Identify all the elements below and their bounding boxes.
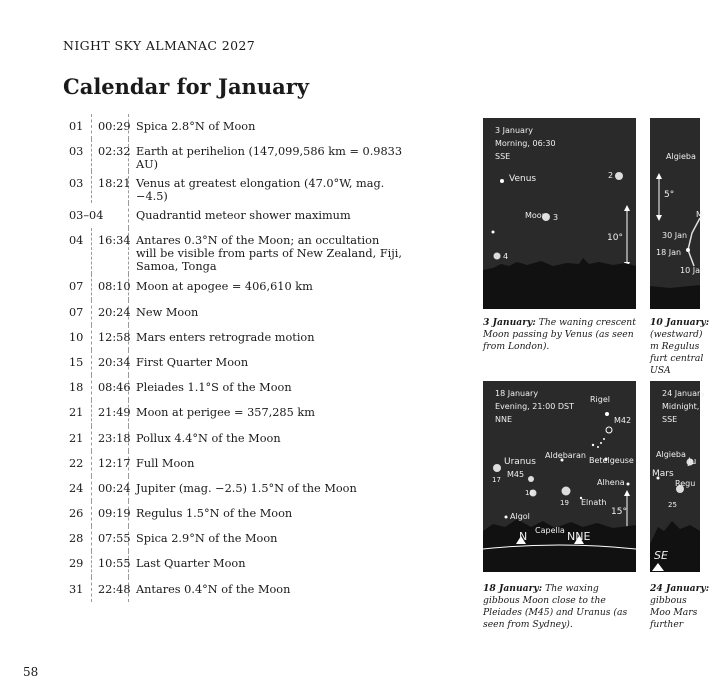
moon-2-label: 2 <box>608 171 614 180</box>
moon-19-label: 19 <box>560 499 569 507</box>
caption-24-january: 24 January: gibbous Moo Mars further <box>650 583 710 630</box>
aldebaran-label: Aldebaran <box>545 451 586 460</box>
moon-4-label: 4 <box>503 252 509 261</box>
calendar-row <box>63 350 403 375</box>
jan10-label: 10 Ja <box>680 266 700 275</box>
panel-date: 3 January <box>495 126 533 135</box>
calendar-date: 21 <box>63 426 92 451</box>
calendar-time: 00:29 <box>92 114 129 139</box>
calendar-date: 18 <box>63 375 92 400</box>
mars-label: Mars <box>652 469 674 479</box>
calendar-event: Spica 2.8°N of Moon <box>136 120 256 133</box>
elnath-label: Elnath <box>581 498 607 507</box>
panel-time: Midnight, <box>662 402 700 411</box>
venus-dot <box>500 179 504 183</box>
panel-date: 24 January <box>662 389 706 398</box>
calendar-time: 10:55 <box>92 551 129 576</box>
calendar-event: Last Quarter Moon <box>136 557 246 571</box>
calendar-row <box>63 139 403 171</box>
sky-chart-18-january <box>483 381 636 572</box>
calendar-row <box>63 551 403 576</box>
n-label: N <box>519 530 528 543</box>
calendar-row <box>63 501 403 526</box>
calendar-time: 08:10 <box>92 274 129 299</box>
calendar-row <box>63 325 403 350</box>
calendar-event: Regulus 1.5°N of the Moon <box>136 507 293 521</box>
algieba-label: Algieba <box>666 152 696 161</box>
calendar-row <box>63 171 403 203</box>
calendar-row <box>63 375 403 400</box>
moon-18-label: 18 <box>525 489 534 497</box>
page-number: 58 <box>23 665 39 679</box>
panel-direction: SSE <box>662 415 678 424</box>
algieba-label: Algieba <box>656 450 686 459</box>
calendar-time: 18:21 <box>92 171 129 203</box>
calendar-event: Moon at perigee = 357,285 km <box>136 406 315 420</box>
calendar-date: 03–04 <box>63 203 129 228</box>
sky-chart-3-january <box>483 118 636 309</box>
panel-direction: SSE <box>495 152 511 161</box>
jan30-label: 30 Jan <box>662 231 688 240</box>
regu-label: Regu <box>675 479 696 488</box>
capella-label: Capella <box>535 526 565 535</box>
scale-label: 10° <box>607 233 623 243</box>
m-label: M <box>696 210 703 219</box>
calendar-time: 20:24 <box>92 300 129 325</box>
sky-chart-graphics <box>650 118 700 309</box>
moon-17-label: 17 <box>492 476 501 484</box>
calendar-event: Quadrantid meteor shower maximum <box>136 209 351 223</box>
calendar-row <box>63 114 403 139</box>
calendar-date: 07 <box>63 274 92 299</box>
calendar-date: 01 <box>63 114 92 139</box>
scale-label: 5° <box>664 190 675 200</box>
calendar-date: 07 <box>63 300 92 325</box>
calendar-time: 22:48 <box>92 577 129 602</box>
algol-label: Algol <box>510 512 530 521</box>
calendar-time: 00:24 <box>92 476 129 501</box>
panel-time: Evening, 21:00 DST <box>495 402 574 411</box>
calendar-event: Pleiades 1.1°S of the Moon <box>136 381 292 395</box>
calendar-event: Venus at greatest elongation (47.0°W, mag. −4.5) <box>136 177 385 204</box>
nne-label: NNE <box>567 530 591 543</box>
moon-label: Moon <box>525 211 547 220</box>
m45-label: M45 <box>507 470 525 479</box>
calendar-time: 20:34 <box>92 350 129 375</box>
calendar-event: Moon at apogee = 406,610 km <box>136 280 313 294</box>
moon-3-label: 3 <box>553 213 559 222</box>
calendar-event: Mars enters retrograde motion <box>136 330 315 344</box>
panel-time: Morning, 06:30 <box>495 139 556 148</box>
calendar-row <box>63 577 403 602</box>
calendar-row <box>63 300 403 325</box>
calendar-event: Jupiter (mag. −2.5) 1.5°N of the Moon <box>136 481 357 495</box>
calendar-event: Spica 2.9°N of the Moon <box>136 532 278 546</box>
calendar-row <box>63 526 403 551</box>
calendar-row <box>63 400 403 425</box>
sky-chart-24-january <box>650 381 706 572</box>
running-header: NIGHT SKY ALMANAC 2027 <box>63 38 256 53</box>
calendar-event: First Quarter Moon <box>136 355 249 369</box>
panel-date: 18 January <box>495 389 539 398</box>
calendar-row <box>63 451 403 476</box>
calendar-time: 09:19 <box>92 501 129 526</box>
calendar-row <box>63 426 403 451</box>
star-dot <box>492 231 495 234</box>
calendar-date: 03 <box>63 139 92 171</box>
calendar-time: 07:55 <box>92 526 129 551</box>
calendar-time: 12:58 <box>92 325 129 350</box>
caption-10-january: 10 January: (westward) m Regulus furt central USA <box>650 317 710 376</box>
moon-25-label: 25 <box>668 501 677 509</box>
calendar-date: 26 <box>63 501 92 526</box>
calendar-row <box>63 203 403 228</box>
calendar-date: 15 <box>63 350 92 375</box>
venus-label: Venus <box>509 174 537 184</box>
calendar-row <box>63 274 403 299</box>
calendar-event: Antares 0.4°N of the Moon <box>136 582 291 596</box>
calendar-date: 29 <box>63 551 92 576</box>
se-label: SE <box>654 549 668 562</box>
calendar-time: 08:46 <box>92 375 129 400</box>
scale-label: 15° <box>611 507 627 517</box>
sky-chart-10-january <box>650 118 703 309</box>
calendar-date: 03 <box>63 171 92 203</box>
calendar-date: 22 <box>63 451 92 476</box>
calendar-date: 24 <box>63 476 92 501</box>
ju-label: Ju <box>688 457 697 467</box>
calendar-date: 04 <box>63 228 92 274</box>
moon-2-icon <box>615 172 623 180</box>
calendar-event: New Moon <box>136 305 199 319</box>
uranus-label: Uranus <box>504 457 536 467</box>
panel-direction: NNE <box>495 415 513 424</box>
calendar-time: 02:32 <box>92 139 129 171</box>
alhena-label: Alhena <box>597 478 625 487</box>
caption-18-january: 18 January: The waxing gibbous Moon close to the Pleiades (M45) and Uranus (as seen from Sydney). <box>483 583 628 630</box>
caption-3-january: 3 January: The waning crescent Moon passing by Venus (as seen from London). <box>483 317 636 352</box>
calendar-time: 21:49 <box>92 400 129 425</box>
calendar-date: 10 <box>63 325 92 350</box>
calendar-event: Earth at perihelion (147,099,586 km = 0.9833 AU) <box>136 145 403 172</box>
moon-4-icon <box>494 253 501 260</box>
calendar-time: 12:17 <box>92 451 129 476</box>
calendar-time: 16:34 <box>92 228 129 274</box>
calendar-row <box>63 228 403 274</box>
calendar-date: 21 <box>63 400 92 425</box>
calendar-event: Full Moon <box>136 456 195 470</box>
calendar-event: Pollux 4.4°N of the Moon <box>136 431 281 445</box>
betelgeuse-label: Betelgeuse <box>589 456 634 465</box>
calendar-time: 23:18 <box>92 426 129 451</box>
page-title: Calendar for January <box>63 74 309 99</box>
calendar-date: 31 <box>63 577 92 602</box>
calendar-date: 28 <box>63 526 92 551</box>
calendar-row <box>63 476 403 501</box>
jan18-label: 18 Jan <box>656 248 682 257</box>
rigel-label: Rigel <box>590 395 611 404</box>
m42-label: M42 <box>614 416 632 425</box>
calendar-event: Antares 0.3°N of the Moon; an occultation will be visible from parts of New Zealand, Fiji, Samoa, Tonga <box>136 234 402 274</box>
calendar-table <box>63 114 403 602</box>
